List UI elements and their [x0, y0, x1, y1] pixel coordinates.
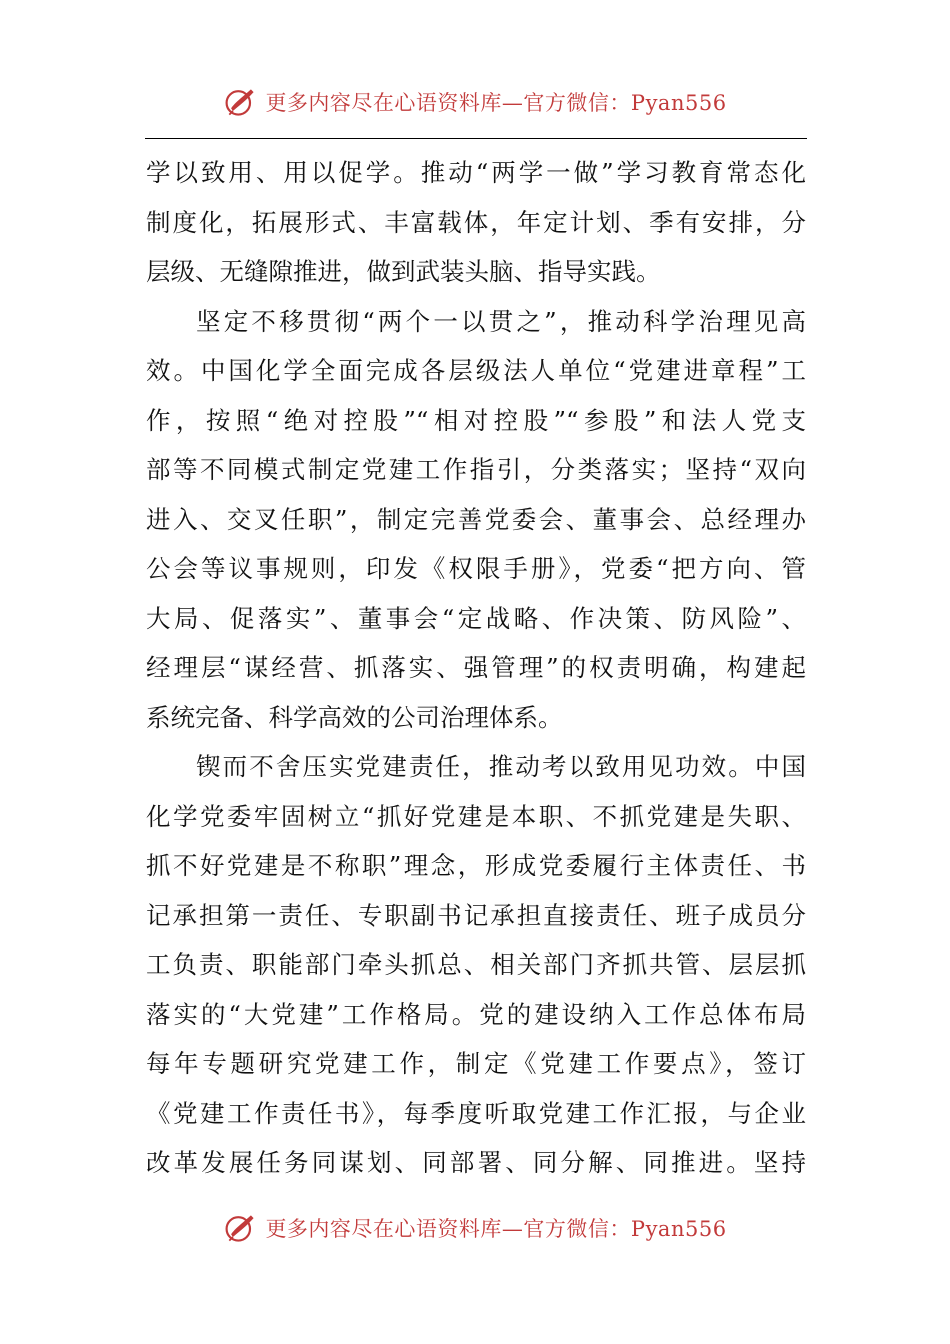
text-line: 改革发展任务同谋划、同部署、同分解、同推进。坚持	[146, 1148, 806, 1177]
text-line: 化学党委牢固树立“抓好党建是本职、不抓党建是失职、	[146, 801, 806, 831]
text-line: 记承担第一责任、专职副书记承担直接责任、班子成员分	[146, 900, 806, 930]
text-line: 抓不好党建是不称职”理念，形成党委履行主体责任、书	[146, 851, 806, 880]
document-body	[146, 148, 806, 1188]
header-divider	[145, 138, 807, 139]
text-line: 系统完备、科学高效的公司治理体系。	[146, 702, 563, 732]
header-banner-text: 更多内容尽在心语资料库—官方微信：Pyan556	[265, 91, 727, 115]
text-line: 工负责、职能部门牵头抓总、相关部门齐抓共管、层层抓	[146, 950, 806, 979]
text-line: 锲而不舍压实党建责任，推动考以致用见功效。中国	[196, 752, 806, 781]
text-line: 层级、无缝隙推进，做到武装头脑、指导实践。	[146, 257, 661, 286]
text-line: 《党建工作责任书》，每季度听取党建工作汇报，与企业	[146, 1098, 806, 1128]
text-line: 公会等议事规则，印发《权限手册》，党委“把方向、管	[146, 554, 806, 583]
pen-logo-icon	[223, 1210, 259, 1246]
text-line: 学以致用、用以促学。推动“两学一做”学习教育常态化	[146, 158, 806, 187]
pen-logo-icon	[223, 84, 259, 120]
text-line: 作，按照“绝对控股”“相对控股”“参股”和法人党支	[146, 405, 806, 435]
text-line: 落实的“大党建”工作格局。党的建设纳入工作总体布局	[146, 999, 806, 1029]
footer-watermark-banner	[0, 1206, 950, 1250]
text-line: 大局、促落实”、董事会“定战略、作决策、防风险”、	[146, 603, 806, 633]
header-watermark-banner	[0, 80, 950, 124]
footer-banner-text: 更多内容尽在心语资料库—官方微信：Pyan556	[265, 1217, 727, 1241]
text-line: 进入、交叉任职”，制定完善党委会、董事会、总经理办	[146, 504, 806, 534]
text-line: 部等不同模式制定党建工作指引，分类落实；坚持“双向	[146, 455, 806, 484]
text-line: 效。中国化学全面完成各层级法人单位“党建进章程”工	[146, 356, 806, 385]
text-line: 经理层“谋经营、抓落实、强管理”的权责明确，构建起	[146, 653, 806, 682]
text-line: 制度化，拓展形式、丰富载体，年定计划、季有安排，分	[146, 207, 806, 237]
text-line: 每年专题研究党建工作，制定《党建工作要点》，签订	[146, 1049, 806, 1078]
text-line: 坚定不移贯彻“两个一以贯之”，推动科学治理见高	[196, 306, 806, 336]
